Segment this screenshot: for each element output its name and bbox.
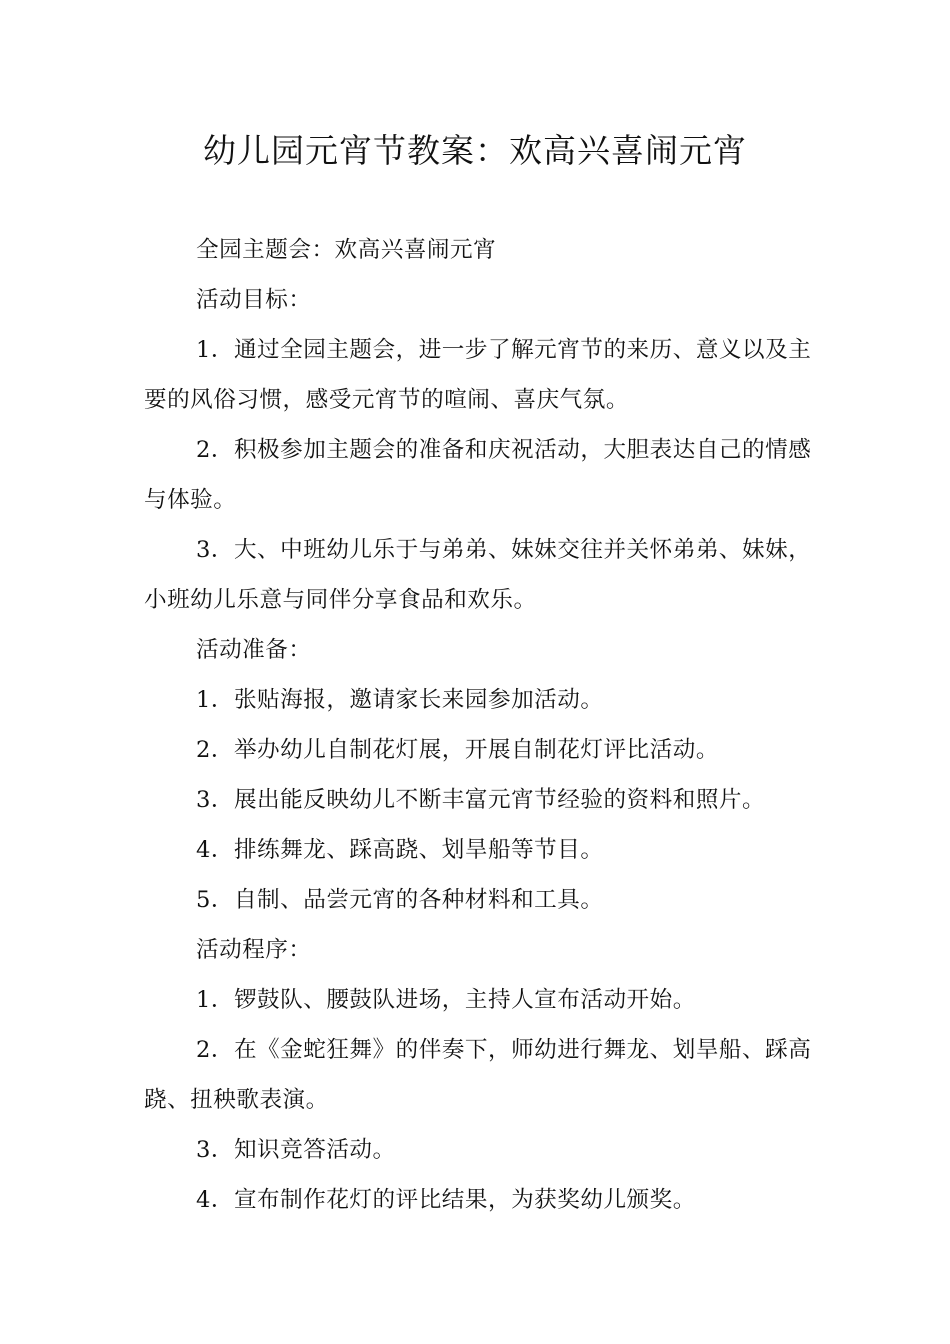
procedure-item-4: 4．宣布制作花灯的评比结果，为获奖幼儿颁奖。 [196,1187,696,1213]
preparation-item-4: 4．排练舞龙、踩高跷、划旱船等节目。 [196,837,604,863]
objective-item-3: 3．大、中班幼儿乐于与弟弟、妹妹交往并关怀弟弟、妹妹，小班幼儿乐意与同伴分享食品和欢乐。 [144,537,812,613]
preparation-item-3: 3．展出能反映幼儿不断丰富元宵节经验的资料和照片。 [196,787,766,813]
document-title: 幼儿园元宵节教案：欢高兴喜闹元宵 [203,131,747,170]
objective-item-2: 2．积极参加主题会的准备和庆祝活动，大胆表达自己的情感与体验。 [144,437,812,513]
procedure-item-1: 1．锣鼓队、腰鼓队进场，主持人宣布活动开始。 [196,987,696,1013]
procedure-item-3: 3．知识竞答活动。 [196,1137,396,1163]
procedure-item-2: 2．在《金蛇狂舞》的伴奏下，师幼进行舞龙、划旱船、踩高跷、扭秧歌表演。 [144,1037,812,1113]
objective-item-1: 1．通过全园主题会，进一步了解元宵节的来历、意义以及主要的风俗习惯，感受元宵节的喧闹、喜庆气氛。 [144,337,812,413]
heading-objectives: 活动目标： [196,287,312,313]
preparation-item-1: 1．张贴海报，邀请家长来园参加活动。 [196,687,604,713]
heading-preparation: 活动准备： [196,637,312,663]
preparation-item-2: 2．举办幼儿自制花灯展，开展自制花灯评比活动。 [196,737,719,763]
paragraph-theme: 全园主题会：欢高兴喜闹元宵 [196,237,497,263]
preparation-item-5: 5．自制、品尝元宵的各种材料和工具。 [196,887,604,913]
document-body [144,225,834,1225]
heading-procedure: 活动程序： [196,937,312,963]
